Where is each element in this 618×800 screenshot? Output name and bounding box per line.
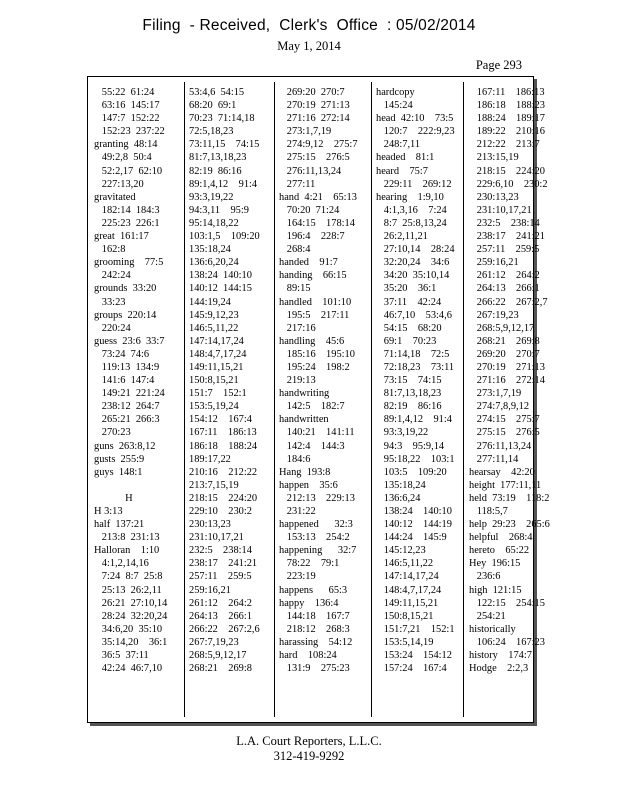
index-entry: 267:19,23 (469, 309, 519, 321)
index-entry: 275:15 276:5 (469, 427, 540, 439)
index-entry: 151:7 152:1 (189, 388, 247, 400)
index-entry: happen 35:6 (279, 479, 338, 491)
index-entry: 167:11 186:13 (469, 87, 545, 98)
index-entry: guys 148:1 (94, 466, 143, 478)
index-entry: 188:24 189:17 (469, 113, 545, 125)
index-entry: 93:3,19,22 (376, 427, 429, 439)
index-entry: happens 65:3 (279, 584, 348, 596)
index-entry: 153:5,19,24 (189, 401, 239, 413)
index-entry: 82:19 86:16 (376, 401, 442, 413)
index-entry: 33:23 (94, 296, 126, 308)
reporter-company: L.A. Court Reporters, L.L.C. (236, 734, 382, 748)
index-entry: 271:16 272:14 (279, 113, 350, 125)
index-entry: heard 75:7 (376, 165, 428, 177)
index-entry: 213:7,15,19 (189, 479, 239, 491)
index-entry: 144:18 167:7 (279, 610, 350, 622)
index-entry: grooming 77:5 (94, 257, 164, 269)
index-entry: 70:20 71:24 (279, 204, 340, 216)
column-divider (463, 82, 464, 717)
index-entry: handling 45:6 (279, 335, 345, 347)
index-entry: 53:4,6 54:15 (189, 87, 245, 98)
index-entry: H (94, 492, 133, 504)
index-entry: 81:7,13,18,23 (376, 388, 442, 400)
index-entry: 264:13 266:1 (469, 283, 540, 295)
index-entry: 232:5 238:14 (469, 217, 540, 229)
index-entry: 277:11,14 (469, 453, 519, 465)
index-entry: 140:12 144:19 (376, 519, 452, 531)
index-entry: 145:12,23 (376, 545, 426, 557)
index-entry: hearsay 42:20 (469, 466, 535, 478)
index-entry: 268:4 (279, 244, 311, 256)
index-entry: 274:7,8,9,12 (469, 401, 530, 413)
index-entry: 162:8 (94, 244, 126, 256)
index-entry: 93:3,19,22 (189, 191, 234, 203)
index-entry: handled 101:10 (279, 296, 352, 308)
index-entry: 145:24 (376, 100, 413, 112)
index-entry: 147:7 152:22 (94, 113, 160, 125)
index-entry: 268:5,9,12,17 (469, 322, 535, 334)
index-entry: 189:17,22 (189, 453, 231, 465)
index-entry: 150:8,15,21 (189, 375, 239, 387)
index-entry: 150:8,15,21 (376, 610, 434, 622)
index-entry: 274:15 275:7 (469, 414, 540, 426)
index-entry: 269:20 270:7 (469, 348, 540, 360)
index-entry: 184:6 (279, 453, 311, 465)
index-entry: 135:18,24 (189, 244, 231, 256)
index-entry: 229:10 230:2 (189, 506, 252, 517)
index-entry: 186:18 188:24 (189, 440, 258, 452)
index-entry: 146:5,11,22 (376, 558, 434, 570)
index-entry: 273:1,7,19 (469, 388, 522, 400)
index-entry: handwriting (279, 388, 330, 400)
index-entry: 271:16 272:14 (469, 375, 545, 387)
index-entry: hereto 65:22 (469, 545, 530, 557)
index-entry: 254:21 (469, 610, 506, 622)
index-entry: 141:6 147:4 (94, 375, 155, 387)
index-entry: 34:20 35:10,14 (376, 270, 450, 282)
index-entry: 269:20 270:7 (279, 87, 345, 98)
index-entry: 73:24 74:6 (94, 348, 150, 360)
index-entry: 259:16,21 (469, 257, 519, 269)
index-entry: 120:7 222:9,23 (376, 126, 455, 138)
index-entry: 26:21 27:10,14 (94, 597, 168, 609)
index-entry: 149:11,15,21 (189, 361, 244, 373)
index-entry: 52:2,17 62:10 (94, 165, 163, 177)
index-entry: hardcopy (376, 87, 415, 98)
index-entry: 277:11 (279, 178, 316, 190)
page-number: Page 293 (475, 58, 522, 72)
index-entry: 138:24 140:10 (376, 506, 452, 517)
index-entry: H 3:13 (94, 506, 123, 517)
index-entry: 149:11,15,21 (376, 597, 439, 609)
index-entry: 149:21 221:24 (94, 388, 165, 400)
index-entry: helpful 268:4 (469, 532, 533, 544)
index-entry: 195:5 217:11 (279, 309, 350, 321)
index-entry: 7:24 8:7 25:8 (94, 571, 163, 583)
index-entry: 153:5,14,19 (376, 636, 434, 648)
index-entry: 142:4 144:3 (279, 440, 345, 452)
index-entry: 27:10,14 28:24 (376, 244, 455, 256)
index-entry: 232:5 238:14 (189, 545, 252, 557)
index-entry: grounds 33:20 (94, 283, 157, 295)
index-entry: 136:6,20,24 (189, 257, 239, 269)
index-entry: 81:7,13,18,23 (189, 152, 247, 164)
index-entry: 35:14,20 36:1 (94, 636, 168, 648)
index-entry: 248:7,11 (376, 139, 421, 151)
index-entry: 217:16 (279, 322, 316, 334)
index-column-2 (189, 86, 260, 675)
index-entry: 140:21 141:11 (279, 427, 355, 439)
filing-stamp: Filing - Received, Clerk's Office : 05/02/2014 (142, 17, 476, 34)
index-entry: 218:12 268:3 (279, 623, 350, 635)
index-entry: 119:13 134:9 (94, 361, 160, 373)
column-divider (371, 82, 372, 717)
index-entry: 73:11,15 74:15 (189, 139, 260, 151)
index-entry: handed 91:7 (279, 257, 338, 269)
index-entry: 236:6 (469, 571, 501, 583)
index-entry: 270:19 271:13 (469, 361, 545, 373)
index-entry: 212:13 229:13 (279, 492, 355, 504)
index-entry: 151:7,21 152:1 (376, 623, 455, 635)
index-entry: guns 263:8,12 (94, 440, 156, 452)
index-entry: 63:16 145:17 (94, 100, 160, 112)
index-entry: 223:19 (279, 571, 316, 583)
index-entry: 229:6,10 230:2 (469, 178, 548, 190)
index-entry: great 161:17 (94, 231, 149, 243)
index-entry: 144:19,24 (189, 296, 231, 308)
index-entry: Hey 196:15 (469, 558, 521, 570)
index-entry: 154:12 167:4 (189, 414, 252, 426)
index-entry: 136:6,24 (376, 492, 421, 504)
index-entry: handwritten (279, 414, 329, 426)
index-entry (94, 479, 167, 492)
index-entry: 95:14,18,22 (189, 217, 239, 229)
index-entry: Hodge 2:2,3 (469, 663, 529, 675)
index-entry: 82:19 86:16 (189, 165, 242, 177)
index-entry: 25:13 26:2,11 (94, 584, 162, 596)
index-entry: 238:17 241:21 (469, 231, 545, 243)
index-entry: 267:7,19,23 (189, 636, 239, 648)
index-entry: 140:12 144:15 (189, 283, 252, 295)
index-entry: 276:11,13,24 (279, 165, 342, 177)
index-entry: 8:7 25:8,13,24 (376, 217, 447, 229)
index-entry: 68:20 69:1 (189, 100, 237, 112)
index-entry: 71:14,18 72:5 (376, 348, 450, 360)
index-entry: gravitated (94, 191, 136, 203)
index-entry: 238:17 241:21 (189, 558, 258, 570)
index-entry: 28:24 32:20,24 (94, 610, 168, 622)
index-entry: 103:1,5 109:20 (189, 231, 260, 243)
index-entry: 135:18,24 (376, 479, 426, 491)
index-entry: 73:15 74:15 (376, 375, 442, 387)
index-entry: 138:24 140:10 (189, 270, 252, 282)
index-entry: 227:13,20 (94, 178, 144, 190)
index-entry: high 121:15 (469, 584, 522, 596)
index-entry: 268:21 269:8 (469, 335, 540, 347)
index-entry: hard 108:24 (279, 650, 337, 662)
index-entry: 259:16,21 (189, 584, 231, 596)
index-entry: 148:4,7,17,24 (376, 584, 442, 596)
index-entry: 220:24 (94, 322, 131, 334)
index-entry: 26:2,11,21 (376, 231, 428, 243)
index-entry: 146:5,11,22 (189, 322, 239, 334)
index-entry: 94:3 95:9,14 (376, 440, 445, 452)
index-entry: 153:24 154:12 (376, 650, 452, 662)
index-entry: hearing 1:9,10 (376, 191, 444, 203)
index-entry: 94:3,11 95:9 (189, 204, 249, 216)
index-entry: held 73:19 118:2 (469, 492, 550, 504)
index-entry: height 177:11,11 (469, 479, 542, 491)
index-entry: 142:5 182:7 (279, 401, 345, 413)
index-entry: 153:13 254:2 (279, 532, 350, 544)
index-entry: harassing 54:12 (279, 636, 353, 648)
index-entry: 164:15 178:14 (279, 217, 355, 229)
index-entry: 46:7,10 53:4,6 (376, 309, 452, 321)
index-entry: 268:21 269:8 (189, 663, 252, 675)
index-column-3 (279, 86, 358, 675)
index-column-4 (376, 86, 455, 675)
index-entry: 273:1,7,19 (279, 126, 332, 138)
index-entry: 210:16 212:22 (189, 466, 258, 478)
index-entry: 89:15 (279, 283, 311, 295)
index-entry: 72:5,18,23 (189, 126, 234, 138)
column-divider (184, 82, 185, 717)
index-entry: 78:22 79:1 (279, 558, 340, 570)
reporter-phone: 312-419-9292 (273, 749, 345, 763)
index-entry: 257:11 259:5 (189, 571, 252, 583)
index-entry: 270:19 271:13 (279, 100, 350, 112)
index-entry: 89:1,4,12 91:4 (189, 178, 258, 190)
index-entry: 37:11 42:24 (376, 296, 442, 308)
index-entry: 55:22 61:24 (94, 87, 155, 98)
index-entry: hand 4:21 65:13 (279, 191, 357, 203)
index-entry: handing 66:15 (279, 270, 347, 282)
index-entry: 264:13 266:1 (189, 610, 252, 622)
index-entry: 4:1,2,14,16 (94, 558, 149, 570)
index-entry: 276:11,13,24 (469, 440, 532, 452)
index-entry: 218:15 224:20 (189, 492, 258, 504)
index-entry: 186:18 188:23 (469, 100, 545, 112)
index-entry: 265:21 266:3 (94, 414, 160, 426)
index-entry: 144:24 145:9 (376, 532, 447, 544)
index-entry: 274:9,12 275:7 (279, 139, 358, 151)
index-entry: 257:11 259:5 (469, 244, 540, 256)
index-entry: 238:12 264:7 (94, 401, 160, 413)
index-entry: happy 136:4 (279, 597, 339, 609)
index-entry: 231:10,17,21 (189, 532, 244, 544)
index-entry: 229:11 269:12 (376, 178, 452, 190)
index-entry: 42:24 46:7,10 (94, 663, 163, 675)
index-entry: 103:5 109:20 (376, 466, 447, 478)
index-entry: gusts 255:9 (94, 453, 145, 465)
index-entry: 35:20 36:1 (376, 283, 437, 295)
document-date: May 1, 2014 (277, 39, 341, 53)
index-entry: 231:22 (279, 506, 316, 517)
index-entry: 266:22 267:2,6 (189, 623, 260, 635)
index-entry: headed 81:1 (376, 152, 435, 164)
index-entry: 54:15 68:20 (376, 322, 442, 334)
index-entry: half 137:21 (94, 519, 145, 531)
index-entry: 182:14 184:3 (94, 204, 160, 216)
index-entry: 32:20,24 34:6 (376, 257, 450, 269)
index-entry: 270:23 (94, 427, 131, 439)
index-entry: 131:9 275:23 (279, 663, 350, 675)
index-entry: 147:14,17,24 (376, 571, 439, 583)
index-entry: happening 32:7 (279, 545, 357, 557)
index-frame (87, 76, 550, 723)
index-entry: 268:5,9,12,17 (189, 650, 247, 662)
index-entry: head 42:10 73:5 (376, 113, 454, 125)
index-entry: Hang 193:8 (279, 466, 331, 478)
index-entry: happened 32:3 (279, 519, 353, 531)
index-entry: 157:24 167:4 (376, 663, 447, 675)
index-entry: 89:1,4,12 91:4 (376, 414, 452, 426)
index-entry: granting 48:14 (94, 139, 158, 151)
index-entry: 152:23 237:22 (94, 126, 165, 138)
index-entry: 212:22 213:7 (469, 139, 540, 151)
index-entry: 167:11 186:13 (189, 427, 257, 439)
index-entry: 261:12 264:2 (189, 597, 252, 609)
index-entry: 275:15 276:5 (279, 152, 350, 164)
index-entry: historically (469, 623, 516, 635)
index-column-5 (469, 86, 550, 675)
index-entry: 69:1 70:23 (376, 335, 437, 347)
index-entry: 70:23 71:14,18 (189, 113, 255, 125)
index-entry: 36:5 37:11 (94, 650, 149, 662)
index-entry: 95:18,22 103:1 (376, 453, 455, 465)
column-divider (274, 82, 275, 717)
index-entry: 72:18,23 73:11 (376, 361, 455, 373)
index-column-1 (94, 86, 167, 675)
index-entry: history 174:7 (469, 650, 532, 662)
index-entry: 106:24 167:23 (469, 636, 545, 648)
index-entry: 147:14,17,24 (189, 335, 244, 347)
index-entry: 49:2,8 50:4 (94, 152, 152, 164)
index-entry: 34:6,20 35:10 (94, 623, 163, 635)
index-entry: 242:24 (94, 270, 131, 282)
index-entry: 148:4,7,17,24 (189, 348, 247, 360)
index-entry: 230:13,23 (189, 519, 231, 531)
index-entry: groups 220:14 (94, 309, 157, 321)
index-entry: 145:9,12,23 (189, 309, 239, 321)
index-entry: 4:1,3,16 7:24 (376, 204, 447, 216)
index-entry: 189:22 210:16 (469, 126, 545, 138)
index-entry: 196:4 228:7 (279, 231, 345, 243)
index-entry: 213:8 231:13 (94, 532, 160, 544)
index-entry: 225:23 226:1 (94, 217, 160, 229)
index-entry: 231:10,17,21 (469, 204, 532, 216)
index-entry: help 29:23 265:6 (469, 519, 550, 531)
index-entry: 185:16 195:10 (279, 348, 355, 360)
index-entry: 118:5,7 (469, 506, 508, 517)
index-entry: 219:13 (279, 375, 316, 387)
index-entry: 230:13,23 (469, 191, 519, 203)
index-entry: guess 23:6 33:7 (94, 335, 165, 347)
index-entry: 122:15 254:15 (469, 597, 545, 609)
index-entry: 218:15 224:20 (469, 165, 545, 177)
index-entry: 195:24 198:2 (279, 361, 350, 373)
index-entry: 213:15,19 (469, 152, 519, 164)
index-entry: 261:12 264:2 (469, 270, 540, 282)
index-entry: 266:22 267:2,7 (469, 296, 548, 308)
index-entry: Halloran 1:10 (94, 545, 160, 557)
